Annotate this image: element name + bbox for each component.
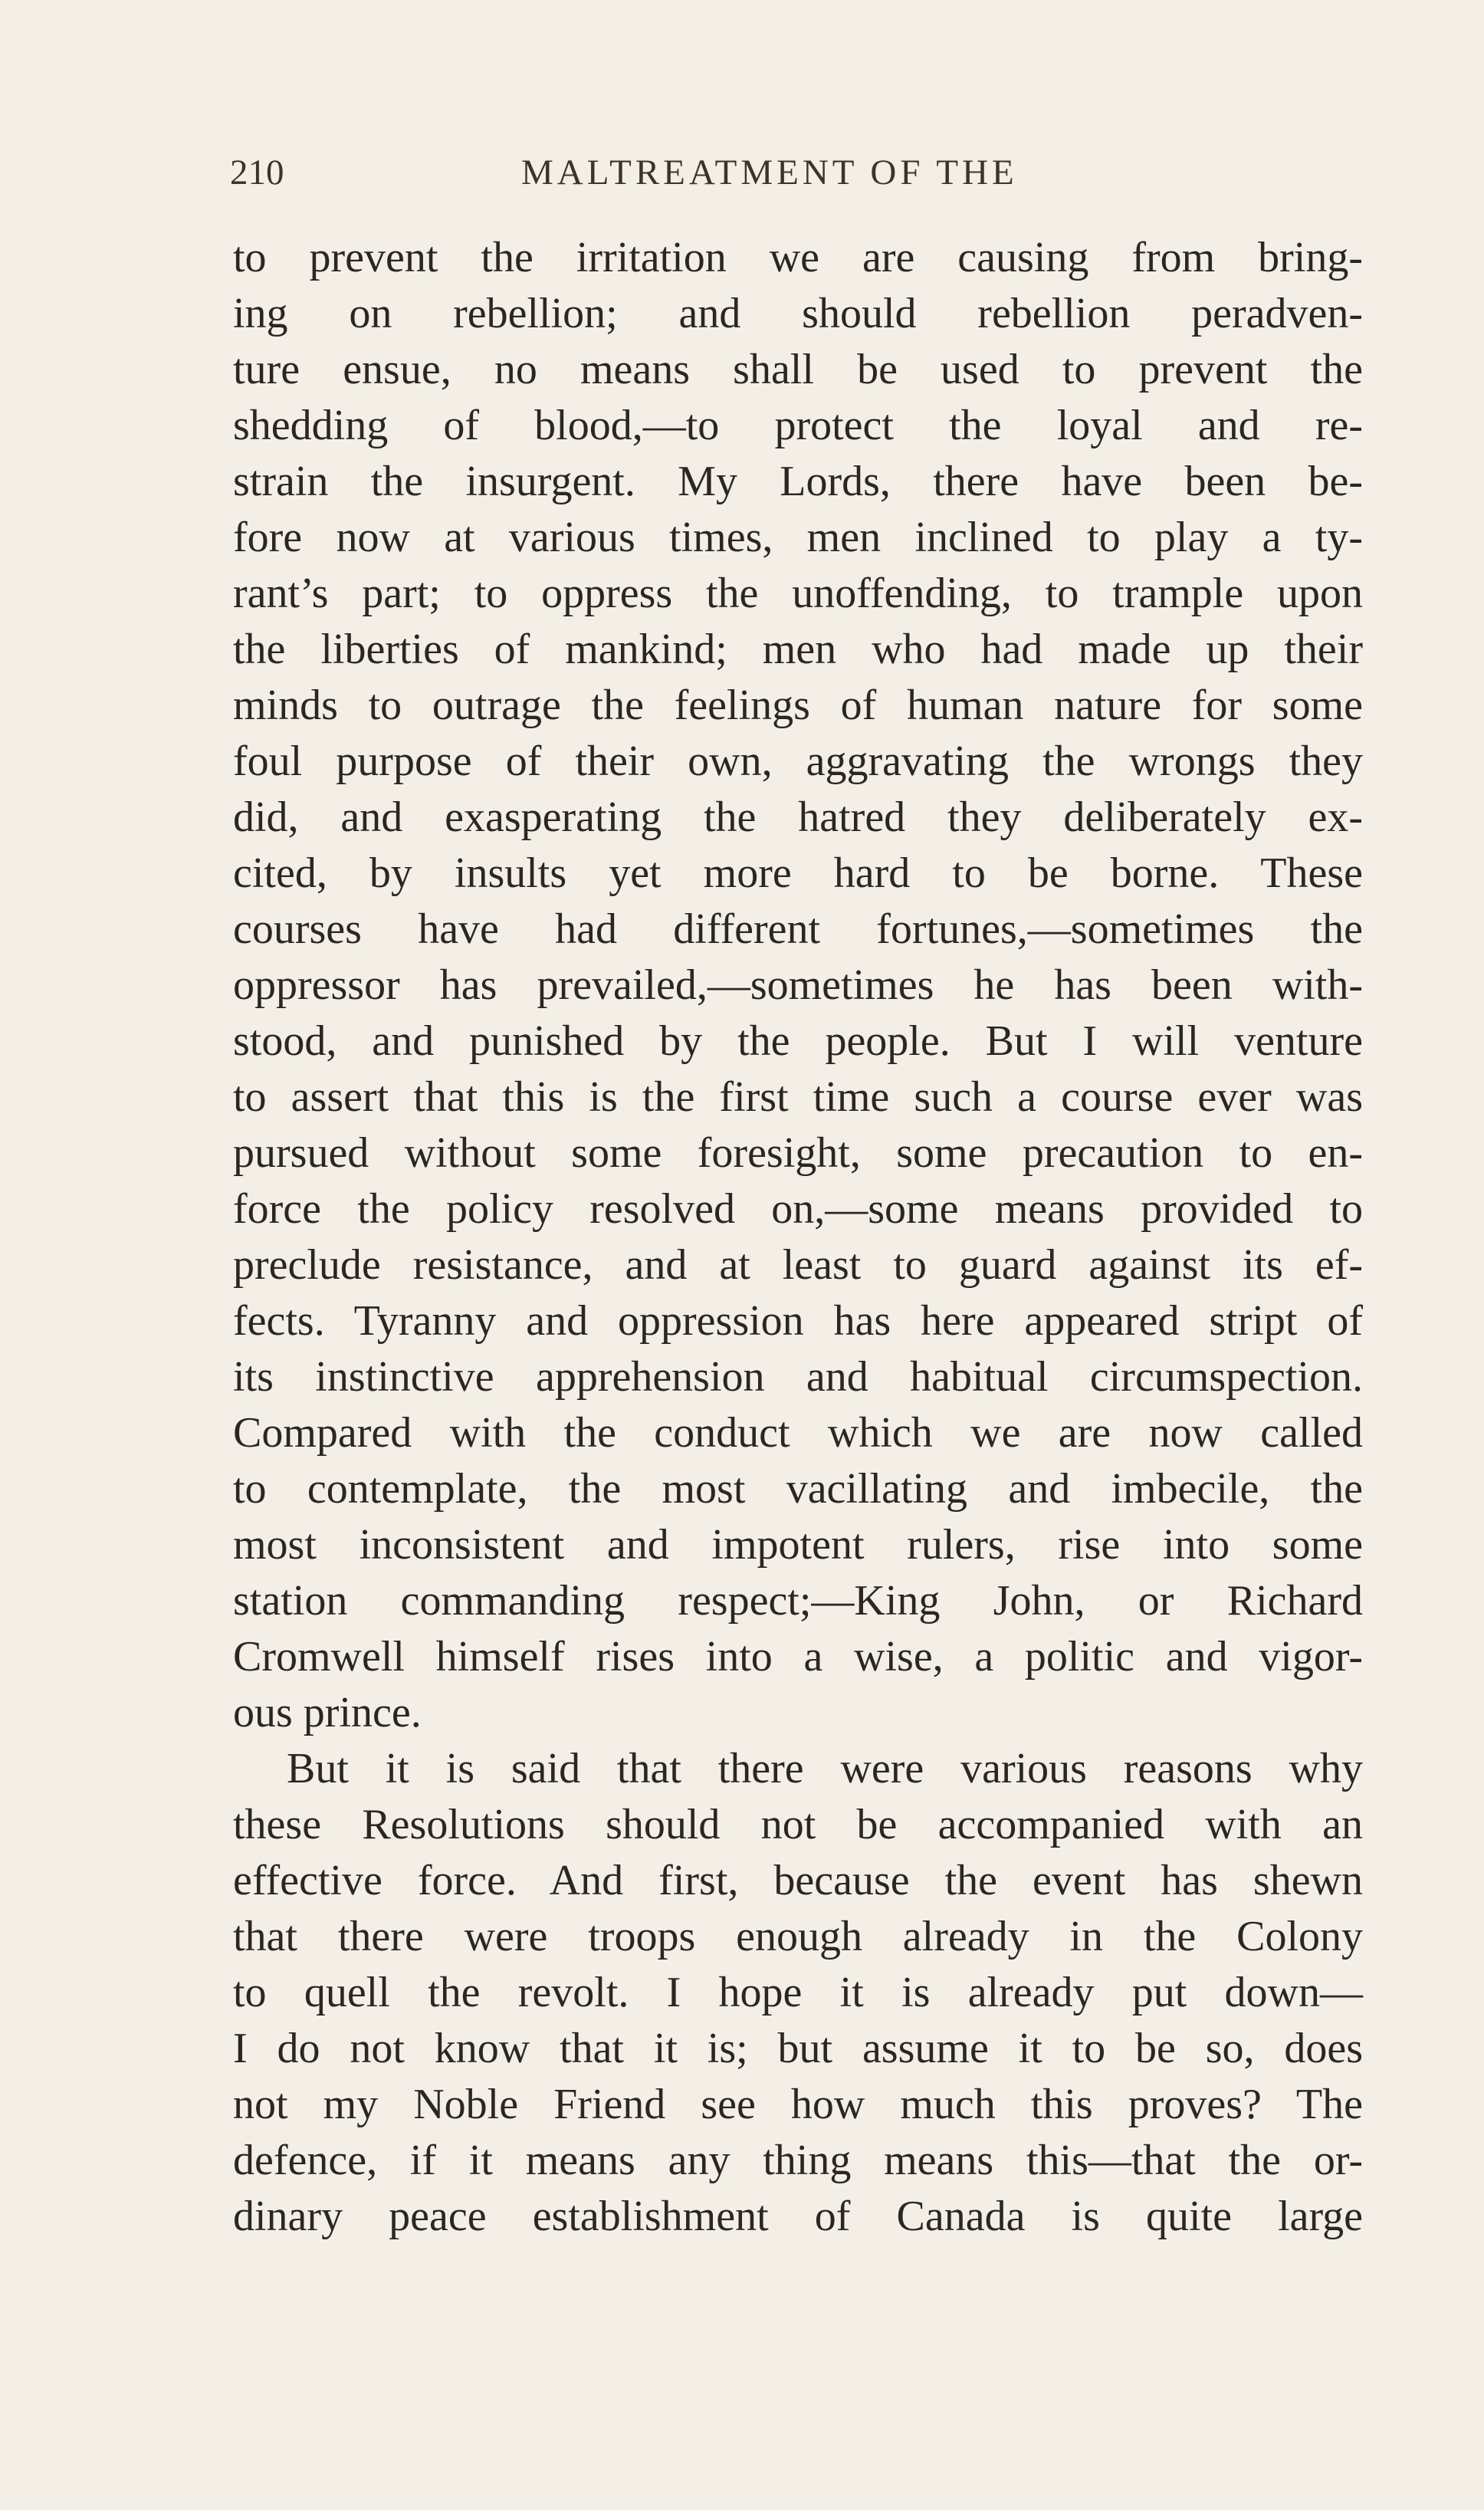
text-line: effective force. And first, because the event has shewn bbox=[233, 1857, 1363, 1904]
text-line: Compared with the conduct which we are now called bbox=[233, 1409, 1363, 1457]
text-line: these Resolutions should not be accompanied with an bbox=[233, 1801, 1363, 1848]
text-line: shedding of blood,—to protect the loyal and re- bbox=[233, 402, 1363, 449]
text-line: minds to outrage the feelings of human nature for some bbox=[233, 682, 1363, 729]
text-line: Cromwell himself rises into a wise, a politic and vigor- bbox=[233, 1633, 1363, 1680]
paragraph bbox=[233, 1741, 1363, 2245]
text-line: preclude resistance, and at least to guard against its ef- bbox=[233, 1241, 1363, 1289]
text-line: pursued without some foresight, some precaution to en- bbox=[233, 1129, 1363, 1177]
text-line: the liberties of mankind; men who had made up their bbox=[233, 626, 1363, 673]
text-line: its instinctive apprehension and habitual circumspection. bbox=[233, 1353, 1363, 1401]
text-line: to contemplate, the most vacillating and imbecile, the bbox=[233, 1465, 1363, 1513]
text-line: did, and exasperating the hatred they deliberately ex- bbox=[233, 793, 1363, 841]
text-line: most inconsistent and impotent rulers, rise into some bbox=[233, 1521, 1363, 1569]
text-line: cited, by insults yet more hard to be borne. These bbox=[233, 849, 1363, 897]
text-line: But it is said that there were various reasons why bbox=[287, 1745, 1363, 1792]
text-line: to prevent the irritation we are causing from bring- bbox=[233, 234, 1363, 281]
text-line: fects. Tyranny and oppression has here appeared stript of bbox=[233, 1297, 1363, 1345]
text-line: that there were troops enough already in the Colony bbox=[233, 1913, 1363, 1960]
text-line: dinary peace establishment of Canada is quite large bbox=[233, 2193, 1363, 2240]
text-line: I do not know that it is; but assume it to be so, does bbox=[233, 2025, 1363, 2072]
text-line: oppressor has prevailed,—sometimes he has been with- bbox=[233, 961, 1363, 1009]
text-line: not my Noble Friend see how much this proves? The bbox=[233, 2081, 1363, 2128]
text-line: ture ensue, no means shall be used to prevent the bbox=[233, 346, 1363, 393]
text-line: force the policy resolved on,—some means provided to bbox=[233, 1185, 1363, 1233]
paragraph bbox=[233, 230, 1363, 1741]
text-line: to quell the revolt. I hope it is already put down— bbox=[233, 1969, 1363, 2016]
text-line: to assert that this is the first time such a course ever was bbox=[233, 1073, 1363, 1121]
text-line: foul purpose of their own, aggravating the wrongs they bbox=[233, 738, 1363, 785]
running-title: MALTREATMENT OF THE bbox=[521, 153, 1018, 192]
text-line: strain the insurgent. My Lords, there have been be- bbox=[233, 458, 1363, 505]
body-text bbox=[233, 230, 1363, 2245]
page-number: 210 bbox=[230, 153, 284, 192]
text-line: ing on rebellion; and should rebellion peradven- bbox=[233, 290, 1363, 337]
running-head bbox=[230, 152, 1361, 205]
text-line: station commanding respect;—King John, or Richard bbox=[233, 1577, 1363, 1625]
text-line: rant’s part; to oppress the unoffending, to trample upon bbox=[233, 570, 1363, 617]
text-line: fore now at various times, men inclined to play a ty- bbox=[233, 514, 1363, 561]
text-line: courses have had different fortunes,—sometimes the bbox=[233, 905, 1363, 953]
text-line: defence, if it means any thing means this—that the or- bbox=[233, 2137, 1363, 2184]
text-line: stood, and punished by the people. But I will venture bbox=[233, 1017, 1363, 1065]
text-line: ous prince. bbox=[233, 1689, 422, 1736]
